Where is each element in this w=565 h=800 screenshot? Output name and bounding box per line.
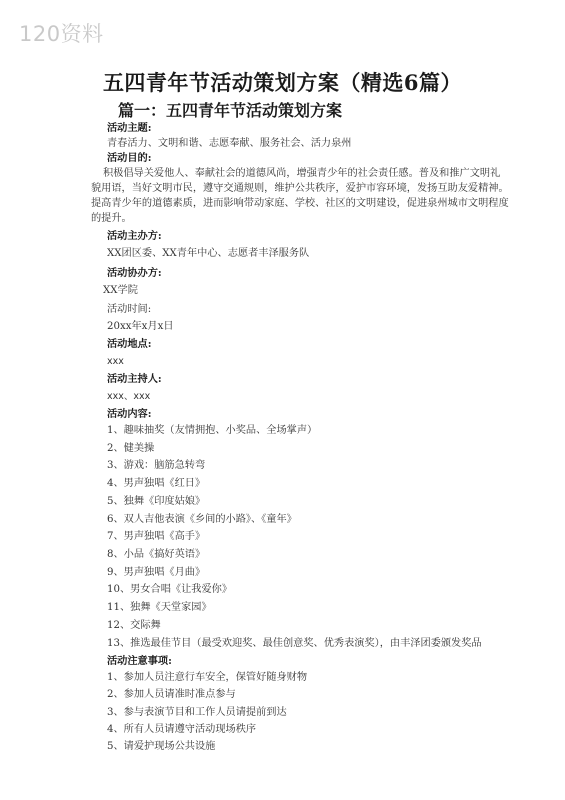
list-item: 5、请爱护现场公共设施 [107,741,216,753]
list-item: 4、男声独唱《红日》 [107,478,206,490]
list-item: 3、参与表演节目和工作人员请提前到达 [107,706,287,718]
time-text: 20xx年x月x日 [107,321,174,332]
list-item: 2、健美操 [107,442,155,454]
list-item: 3、游戏：脑筋急转弯 [107,460,206,472]
co-organizer-text: XX学院 [103,285,138,296]
purpose-label: 活动目的: [107,152,152,164]
list-item: 1、趣味抽奖（友情拥抱、小奖品、全场掌声） [107,425,318,436]
co-organizer-label: 活动协办方: [107,267,162,279]
list-item: 1、参加人员注意行车安全，保管好随身财物 [107,671,308,683]
location-label: 活动地点: [107,338,152,350]
list-item: 7、男声独唱《高手》 [107,531,206,543]
list-item: 4、所有人员请遵守活动现场秩序 [107,723,257,735]
location-text: xxx [107,356,124,367]
theme-label: 活动主题: [107,122,152,134]
organizer-text: XX团区委、XX青年中心、志愿者丰泽服务队 [107,248,310,259]
list-item: 12、交际舞 [107,619,161,631]
program-list [107,422,527,652]
purpose-text: 积极倡导关爱他人、奉献社会的道德风尚，增强青少年的社会责任感。普及和推广文明礼貌用语，当好文明市民，遵守交通规则，维护公共秩序，爱护市容环境，发扬互助友爱精神。提高青少年的道德素质，进而影响带动家庭、学校、社区的文明建设，促进泉州城市文明程度的提升。 [91,168,509,224]
list-item: 5、独舞《印度姑娘》 [107,495,206,507]
list-item: 2、参加人员请准时准点参与 [107,689,236,701]
list-item: 8、小品《搞好英语》 [107,548,206,560]
host-label: 活动主持人: [107,373,162,385]
notes-label: 活动注意事项: [107,654,172,667]
program-label: 活动内容: [107,408,152,420]
time-label: 活动时间: [107,304,152,315]
section-subtitle: 篇一：五四青年节活动策划方案 [118,101,343,120]
list-item: 9、男声独唱《月曲》 [107,566,206,578]
list-item: 13、推选最佳节目（最受欢迎奖、最佳创意奖、优秀表演奖），由丰泽团委颁发奖品 [107,638,482,650]
list-item: 6、双人吉他表演《乡间的小路》、《童年》 [107,513,297,525]
document-title: 五四青年节活动策划方案（精选6篇） [102,70,463,95]
notes-list [107,669,527,755]
list-item: 10、男女合唱《让我爱你》 [107,584,233,596]
organizer-label: 活动主办方: [107,230,162,242]
list-item: 11、独舞《天堂家园》 [107,602,212,614]
watermark: 120资料 [19,22,104,46]
theme-text: 青春活力、文明和谐、志愿奉献、服务社会、活力泉州 [107,138,352,149]
host-text: xxx、xxx [107,391,151,402]
document-body [91,121,527,755]
